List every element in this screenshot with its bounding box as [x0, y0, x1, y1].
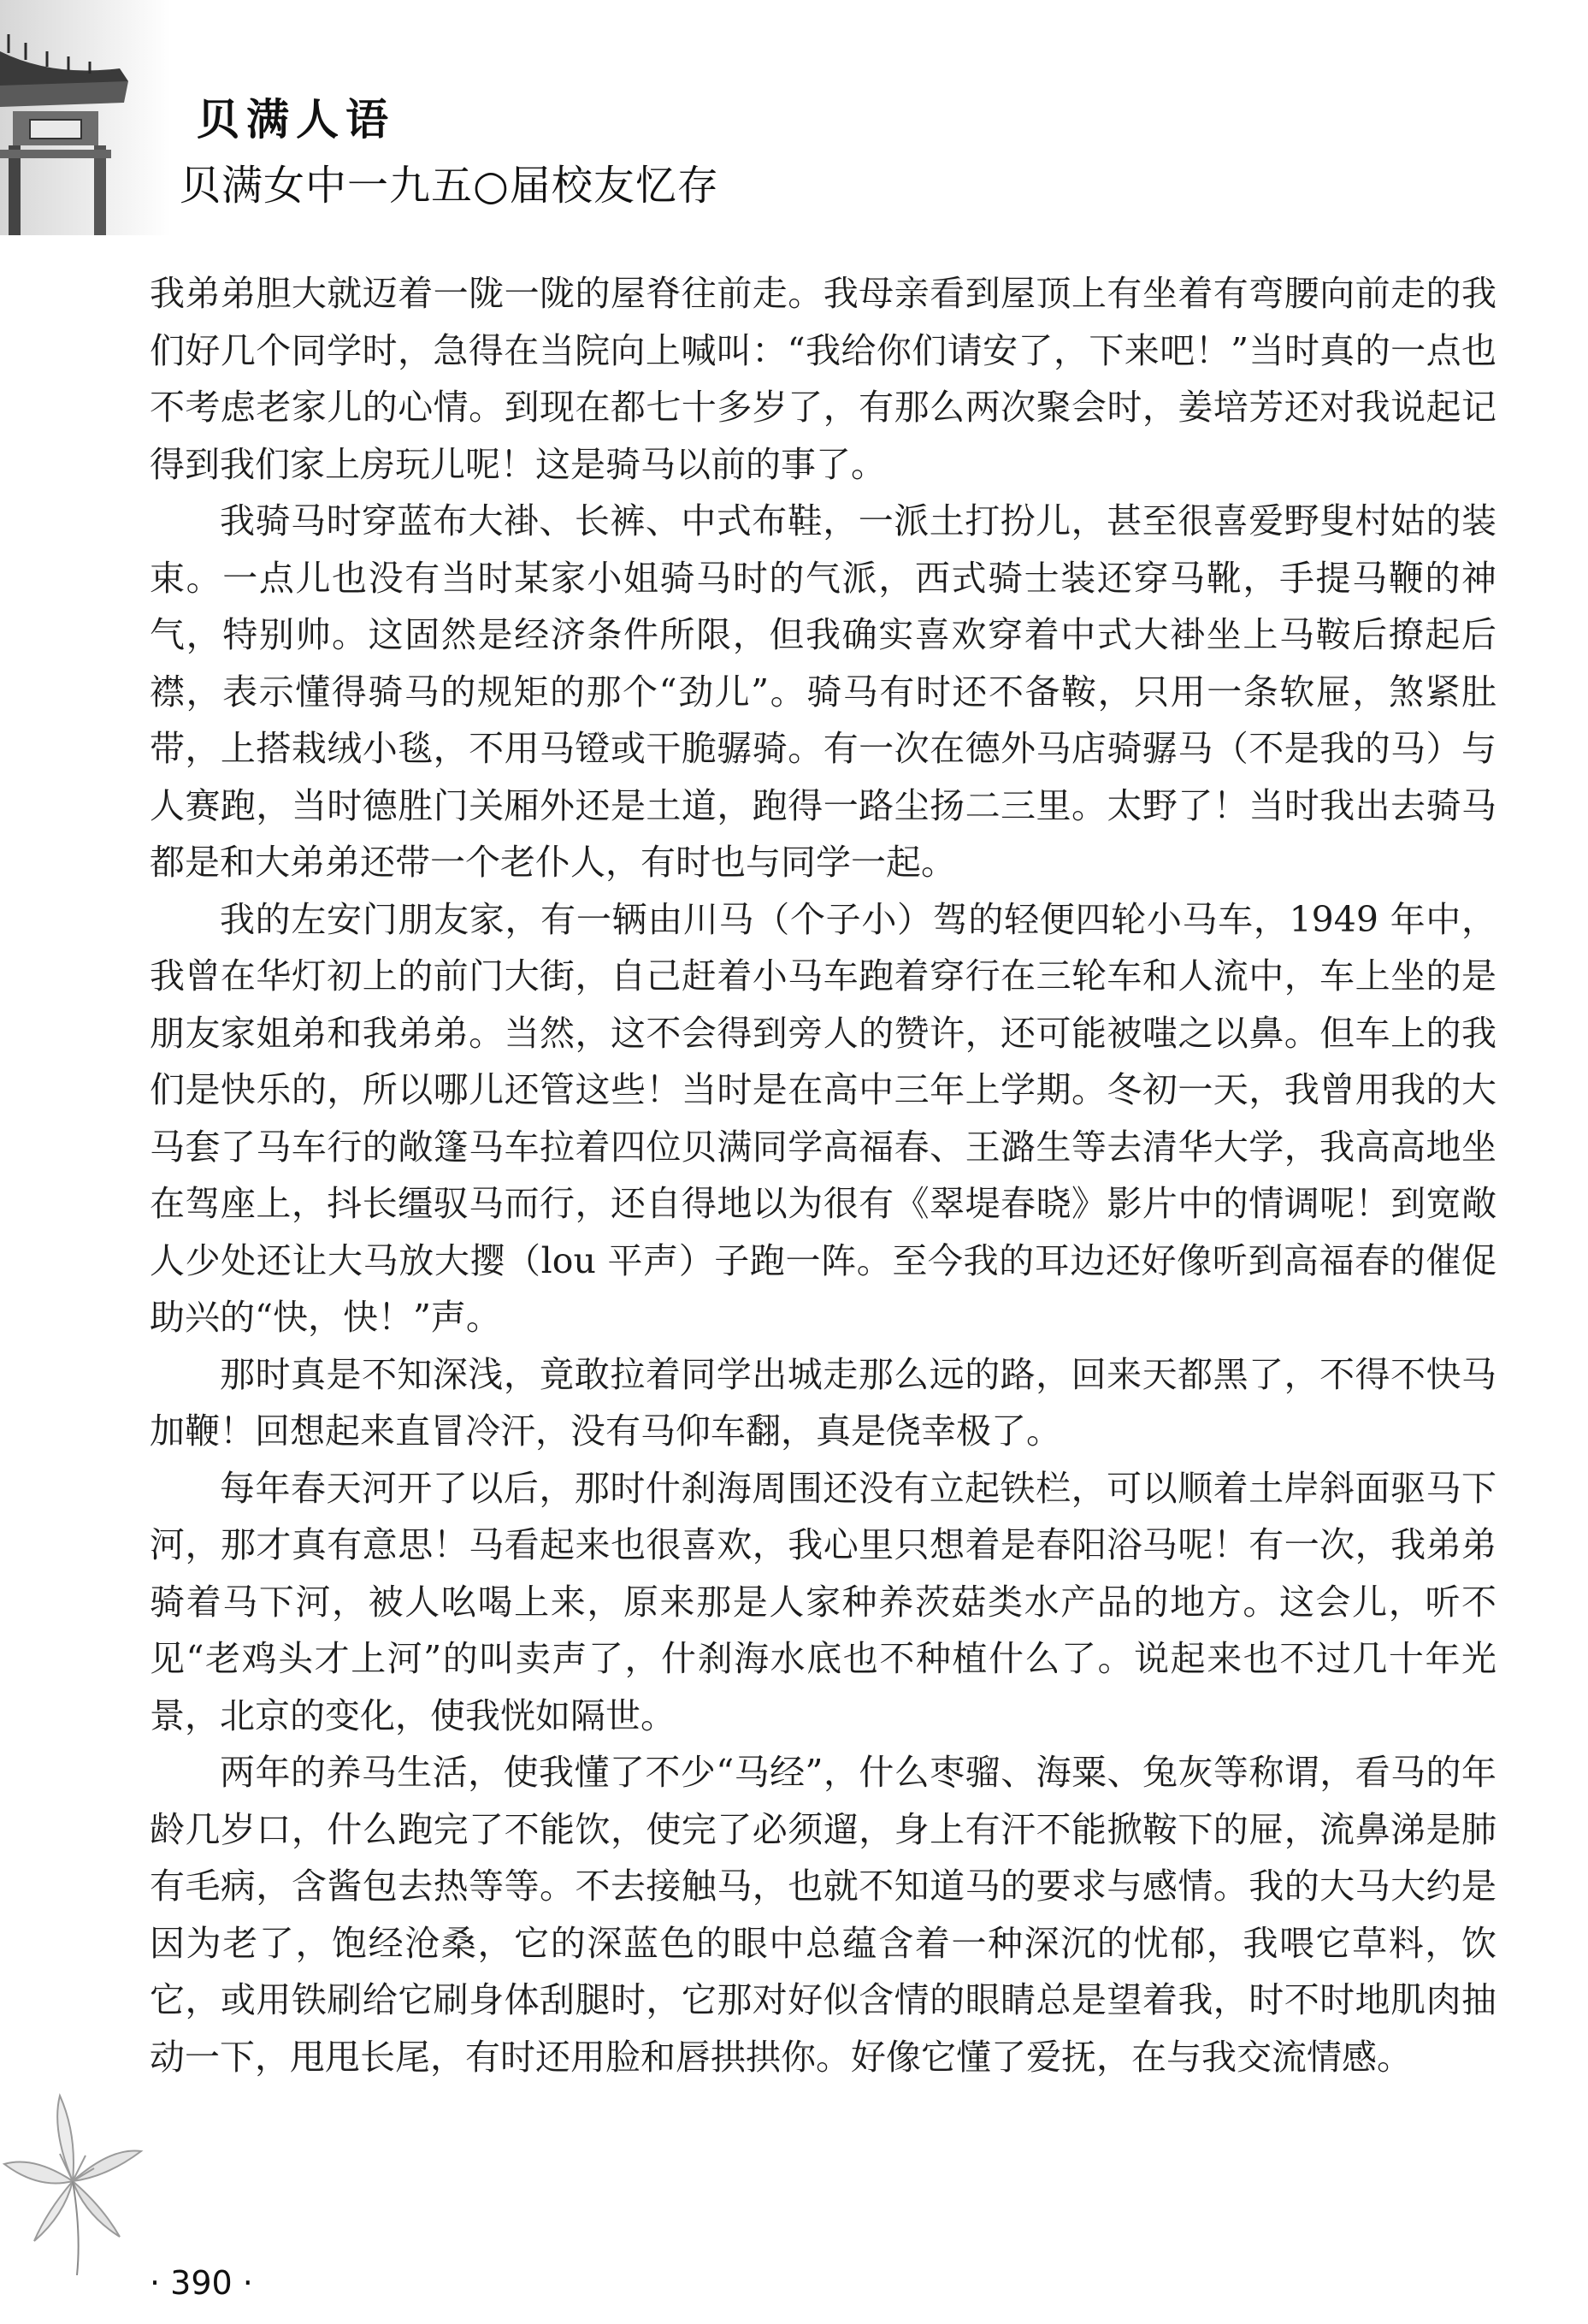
paragraph-2: 我骑马时穿蓝布大褂、长裤、中式布鞋，一派土打扮儿，甚至很喜爱野叟村姑的装束。一点儿也没有当时某家小姐骑马时的气派，西式骑士装还穿马靴，手提马鞭的神气，特别帅。这固然是经济条件所限，但我确实喜欢穿着中式大褂坐上马鞍后撩起后襟，表示懂得骑马的规矩的那个“劲儿”。骑马有时还不备鞍，只用一条软屉，煞紧肚带，上搭栽绒小毯，不用马镫或干脆骣骑。有一次在德外马店骑骣马（不是我的马）与人赛跑，当时德胜门关厢外还是土道，跑得一路尘扬二三里。太野了！当时我出去骑马都是和大弟弟还带一个老仆人，有时也与同学一起。: [150, 500, 1496, 883]
article-body: [150, 265, 1496, 2085]
paragraph-4: 那时真是不知深浅，竟敢拉着同学出城走那么远的路，回来天都黑了，不得不快马加鞭！回想起来直冒冷汗，没有马仰车翻，真是侥幸极了。: [150, 1353, 1496, 1452]
book-subtitle: 贝满女中一九五○届校友忆存: [180, 162, 719, 210]
book-title: 贝满人语: [197, 95, 395, 145]
paragraph-5: 每年春天河开了以后，那时什刹海周围还没有立起铁栏，可以顺着土岸斜面驱马下河，那才真有意思！马看起来也很喜欢，我心里只想着是春阳浴马呢！有一次，我弟弟骑着马下河，被人吆喝上来，原来那是人家种养茨菇类水产品的地方。这会儿，听不见“老鸡头才上河”的叫卖声了，什刹海水底也不种植什么了。说起来也不过几十年光景，北京的变化，使我恍如隔世。: [150, 1467, 1496, 1736]
paragraph-1: 我弟弟胆大就迈着一陇一陇的屋脊往前走。我母亲看到屋顶上有坐着有弯腰向前走的我们好几个同学时，急得在当院向上喊叫：“我给你们请安了，下来吧！”当时真的一点也不考虑老家儿的心情。到现在都七十多岁了，有那么两次聚会时，姜培芳还对我说起记得到我们家上房玩儿呢！这是骑马以前的事了。: [150, 273, 1496, 485]
paragraph-3: 我的左安门朋友家，有一辆由川马（个子小）驾的轻便四轮小马车，1949 年中，我曾在华灯初上的前门大街，自己赶着小马车跑着穿行在三轮车和人流中，车上坐的是朋友家姐弟和我弟弟。当然，这不会得到旁人的赞许，还可能被嗤之以鼻。但车上的我们是快乐的，所以哪儿还管这些！当时是在高中三年上学期。冬初一天，我曾用我的大马套了马车行的敞篷马车拉着四位贝满同学高福春、王潞生等去清华大学，我高高地坐在驾座上，抖长缰驭马而行，还自得地以为很有《翠堤春晓》影片中的情调呢！到宽敞人少处还让大马放大撄（lou 平声）子跑一阵。至今我的耳边还好像听到高福春的催促助兴的“快，快！”声。: [150, 898, 1496, 1338]
lily-flower-illustration: [0, 2087, 145, 2275]
pavilion-roof-illustration: [0, 0, 171, 235]
paragraph-6: 两年的养马生活，使我懂了不少“马经”，什么枣骝、海粟、兔灰等称谓，看马的年龄几岁口，什么跑完了不能饮，使完了必须遛，身上有汗不能掀鞍下的屉，流鼻涕是肺有毛病，含酱包去热等等。不去接触马，也就不知道马的要求与感情。我的大马大约是因为老了，饱经沧桑，它的深蓝色的眼中总蕴含着一种深沉的忧郁，我喂它草料，饮它，或用铁刷给它刷身体刮腿时，它那对好似含情的眼睛总是望着我，时不时地肌肉抽动一下，甩甩长尾，有时还用脸和唇拱拱你。好像它懂了爱抚，在与我交流情感。: [150, 1752, 1496, 2078]
page-number: · 390 ·: [150, 2264, 253, 2302]
